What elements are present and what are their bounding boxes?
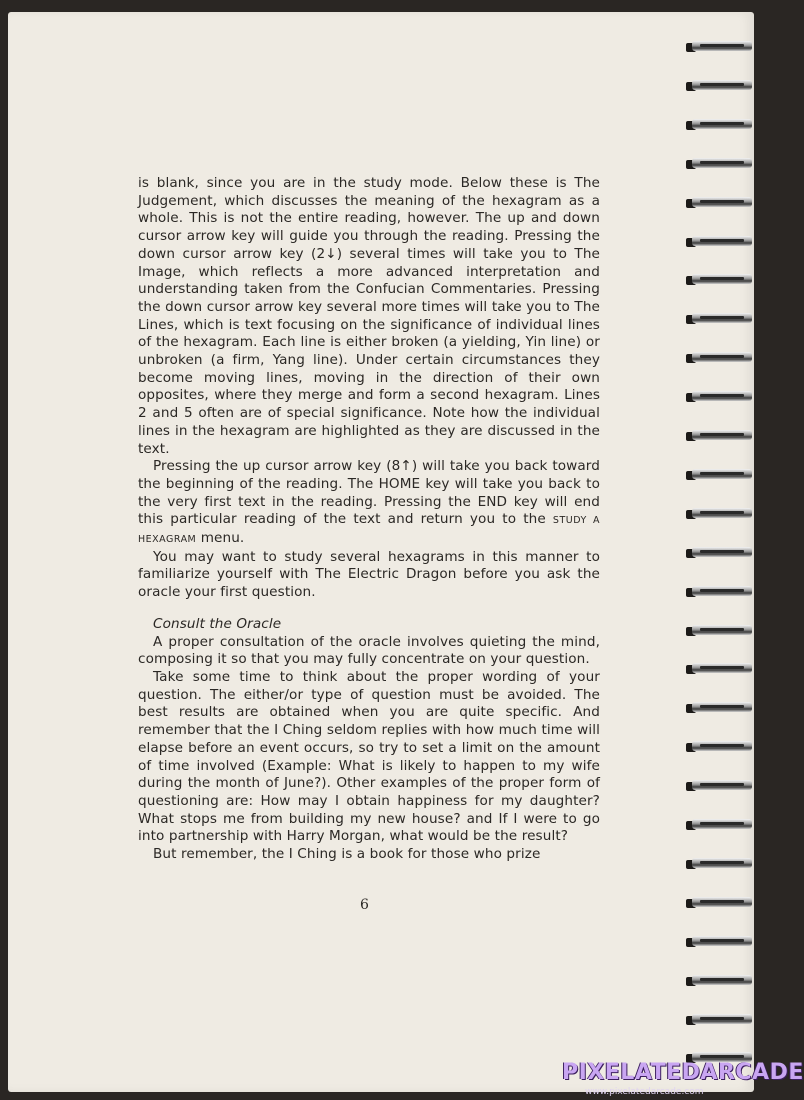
spiral-binding [686, 38, 762, 1078]
spiral-coil [686, 816, 752, 834]
spiral-coil [686, 622, 752, 640]
spiral-coil [686, 738, 752, 756]
spiral-coil [686, 155, 752, 173]
paragraph-text: Pressing the up cursor arrow key (8↑) will take you back toward the beginning of the reading. The HOME key will take you back to the very first text in the reading. Pressing the END key will end this particular reading of the text and return you to the [138, 458, 600, 528]
spiral-coil [686, 505, 752, 523]
spiral-coil [686, 855, 752, 873]
spiral-coil [686, 77, 752, 95]
spiral-coil [686, 544, 752, 562]
manual-page [8, 12, 754, 1092]
spiral-coil [686, 116, 752, 134]
spiral-coil [686, 310, 752, 328]
spiral-coil [686, 194, 752, 212]
paragraph [138, 458, 600, 549]
spiral-coil [686, 349, 752, 367]
spiral-coil [686, 38, 752, 56]
watermark-brand: PIXELATEDARCADE [562, 1060, 804, 1085]
spiral-coil [686, 1011, 752, 1029]
page-number: 6 [360, 897, 369, 913]
spiral-coil [686, 972, 752, 990]
body-text [138, 175, 600, 864]
spiral-coil [686, 466, 752, 484]
spiral-coil [686, 427, 752, 445]
watermark-url: www.pixelatedarcade.com [585, 1087, 704, 1097]
paragraph: Take some time to think about the proper wording of your question. The either/or type of question must be avoided. The best results are obtained when you are quite specific. And remember that the I Ching seldom replies with how much time will elapse before an event occurs, so try to set a limit on the amount of time involved (Example: What is likely to happen to my wife during the month of June?). Other examples of the proper form of questioning are: How may I obtain happiness for my daughter? What stops me from building my new house? and If I were to go into partnership with Harry Morgan, what would be the result? [138, 668, 600, 845]
spiral-coil [686, 271, 752, 289]
menu-name: STUDY A HEXAGRAM [138, 515, 600, 546]
paragraph: A proper consultation of the oracle involves quieting the mind, composing it so that you may fully concentrate on your question. [138, 633, 600, 668]
section-heading: Consult the Oracle [153, 615, 282, 632]
spiral-coil [686, 777, 752, 795]
spiral-coil [686, 699, 752, 717]
paragraph: But remember, the I Ching is a book for those who prize [153, 846, 541, 863]
spiral-coil [686, 894, 752, 912]
spiral-coil [686, 933, 752, 951]
spiral-coil [686, 233, 752, 251]
spiral-coil [686, 660, 752, 678]
spiral-coil [686, 583, 752, 601]
paragraph: You may want to study several hexagrams in this manner to familiarize yourself with The Electric Dragon before you ask the oracle your first question. [138, 548, 600, 601]
spiral-coil [686, 388, 752, 406]
paragraph-text: menu. [200, 530, 245, 547]
paragraph: is blank, since you are in the study mode. Below these is The Judgement, which discusses the meaning of the hexagram as a whole. This is not the entire reading, however. The up and down cursor arrow key will guide you through the reading. Pressing the down cursor arrow key (2↓) several times will take you to The Image, which reflects a more advanced interpretation and understanding taken from the Confucian Commentaries. Pressing the down cursor arrow key several more times will take you to The Lines, which is text focusing on the significance of individual lines of the hexagram. Each line is either broken (a yielding, Yin line) or unbroken (a firm, Yang line). Under certain circumstances they become moving lines, moving in the direction of their own opposites, where they merge and form a second hexagram. Lines 2 and 5 often are of special significance. Note how the individual lines in the hexagram are highlighted as they are discussed in the text. [138, 175, 600, 457]
